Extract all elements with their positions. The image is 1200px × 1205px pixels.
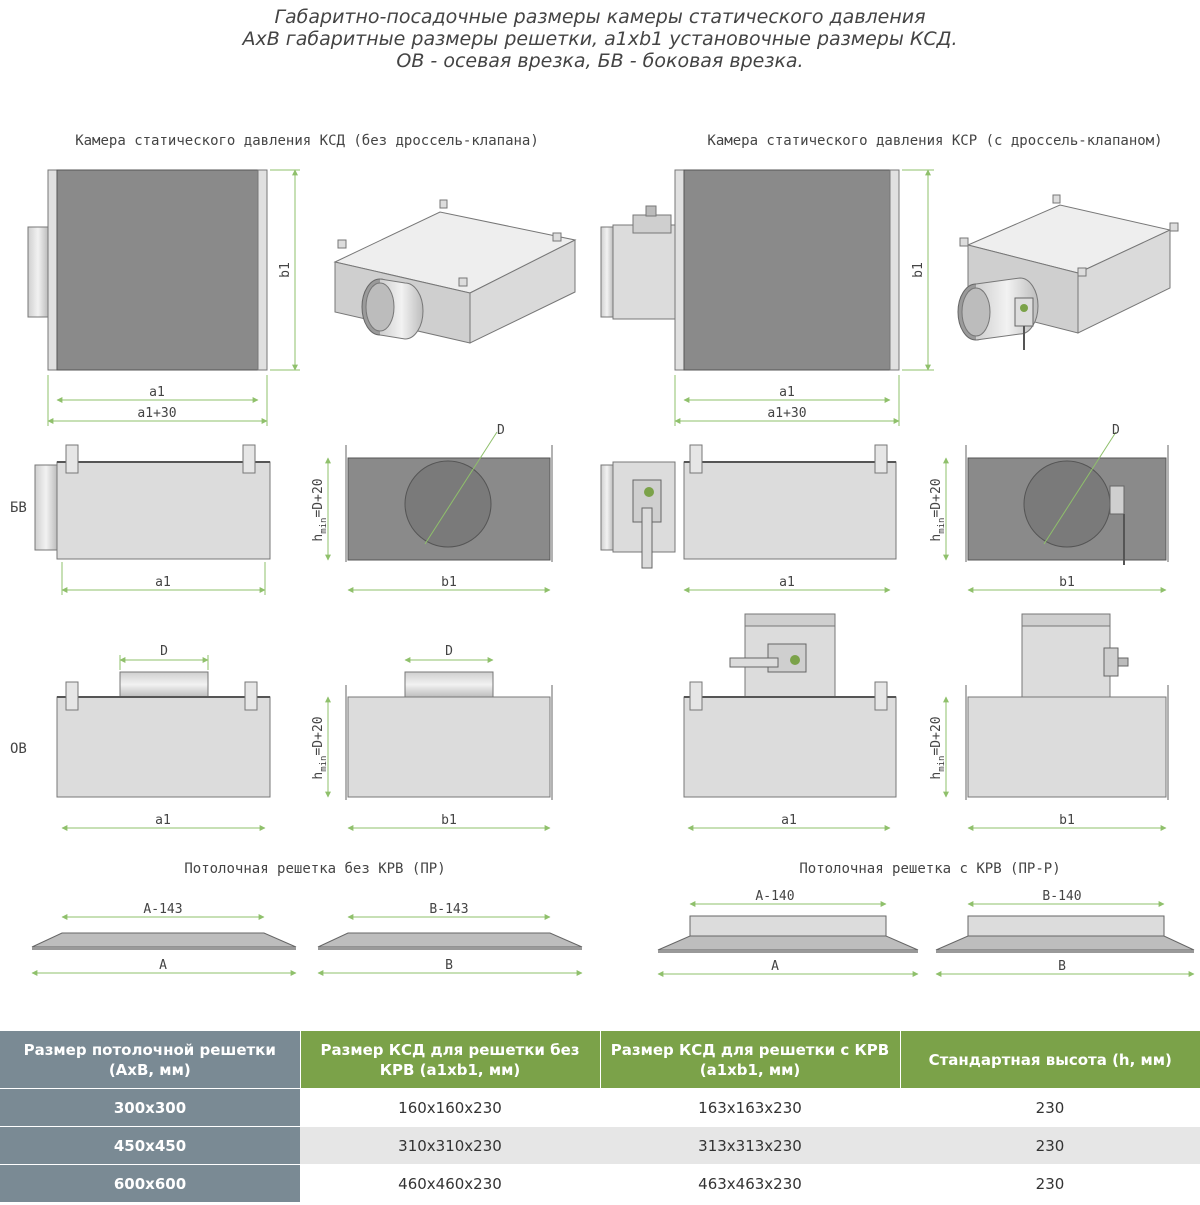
grille-krv-b (936, 889, 1194, 974)
dim-a1-bv-ksr: a1 (779, 575, 795, 590)
cell-grille-size: 450x450 (0, 1127, 300, 1165)
dim-hmin-ov-ksr-eq: =D+20 (929, 716, 944, 756)
dim-hmin-eq: =D+20 (311, 478, 326, 518)
ksd-section-title: Камера статического давления КСД (без дроссель-клапана) (75, 133, 539, 149)
header-line-3: ОВ - осевая врезка, БВ - боковая врезка. (396, 50, 804, 72)
dim-a1-ov: a1 (155, 813, 171, 828)
dim-a-minus-143: A-143 (143, 902, 183, 917)
grille-plain-title: Потолочная решетка без КРВ (ПР) (184, 861, 446, 877)
dim-hmin (311, 478, 329, 541)
dim-d-ov-front: D (445, 644, 453, 659)
dim-a-krv: A (771, 959, 779, 974)
dim-a: A (159, 958, 167, 973)
dim-hmin-h-ksr: h (929, 533, 944, 542)
table-row (0, 1089, 1200, 1127)
dim-b1-ov: b1 (441, 813, 457, 828)
ksr-ov-front-view (929, 614, 1168, 828)
ksd-ov-side-view (57, 644, 270, 828)
dim-b-krv: B (1058, 959, 1066, 974)
dim-a1-bv: a1 (155, 575, 171, 590)
dim-a1-plus-30-ksr: a1+30 (767, 406, 807, 421)
dim-a1: a1 (149, 385, 165, 400)
ksr-ov-side-view (684, 614, 896, 828)
dim-hmin-ov-h: h (311, 771, 326, 780)
ksr-bv-side-view (601, 445, 896, 590)
table-row (0, 1165, 1200, 1203)
dim-b-minus-143: B-143 (429, 902, 469, 917)
dim-b1-ksr: b1 (911, 262, 926, 278)
dim-b1-ov-ksr: b1 (1059, 813, 1075, 828)
cell-grille-size: 600x600 (0, 1165, 300, 1203)
table-header-row (0, 1031, 1200, 1089)
dim-a1-ksr: a1 (779, 385, 795, 400)
dim-a1-plus-30: a1+30 (137, 406, 177, 421)
ksd-isometric-view (335, 200, 575, 343)
header-ksd-no-krv: Размер КСД для решетки без КРВ (a1xb1, мм) (300, 1031, 600, 1089)
cell-ksd-no-krv: 460x460x230 (300, 1165, 600, 1203)
ksd-ov-front-view (311, 644, 552, 828)
dim-d-ov: D (160, 644, 168, 659)
dim-hmin-ov-ksr-sub: min (937, 755, 947, 772)
header-ksd-with-krv: Размер КСД для решетки с КРВ (a1xb1, мм) (600, 1031, 900, 1089)
header-standard-height: Стандартная высота (h, мм) (900, 1031, 1200, 1089)
header-line-2: AxB габаритные размеры решетки, a1xb1 установочные размеры КСД. (242, 28, 958, 50)
cell-height: 230 (900, 1089, 1200, 1127)
dim-hmin-ksr (929, 478, 947, 541)
cell-ksd-with-krv: 463x463x230 (600, 1165, 900, 1203)
cell-ksd-with-krv: 313x313x230 (600, 1127, 900, 1165)
dim-hmin-sub-ksr: min (937, 517, 947, 534)
ksr-front-view (601, 170, 934, 426)
grille-plain-b (318, 902, 582, 973)
cell-grille-size: 300x300 (0, 1089, 300, 1127)
dim-b1-bv-ksr: b1 (1059, 575, 1075, 590)
cell-height: 230 (900, 1127, 1200, 1165)
dim-b-minus-140: B-140 (1042, 889, 1082, 904)
dim-a-minus-140: A-140 (755, 889, 795, 904)
ksr-section-title: Камера статического давления КСР (с дроссель-клапаном) (707, 133, 1163, 149)
dim-hmin-sub: min (319, 517, 329, 534)
table-row (0, 1127, 1200, 1165)
row-label-bv: БВ (10, 500, 27, 516)
grille-krv-title: Потолочная решетка с КРВ (ПР-Р) (799, 861, 1061, 877)
grille-krv-a (658, 889, 918, 974)
cell-ksd-no-krv: 310x310x230 (300, 1127, 600, 1165)
dim-hmin-ov (311, 716, 329, 779)
cell-ksd-no-krv: 160x160x230 (300, 1089, 600, 1127)
header-line-1: Габаритно-посадочные размеры камеры статического давления (274, 6, 926, 28)
dim-hmin-ov-sub: min (319, 755, 329, 772)
ksr-isometric-view (958, 195, 1178, 350)
ksd-bv-side-view (35, 445, 270, 595)
dim-hmin-ov-eq: =D+20 (311, 716, 326, 756)
dim-hmin-h: h (311, 533, 326, 542)
dim-a1-ov-ksr: a1 (781, 813, 797, 828)
spec-table (0, 1031, 1200, 1202)
dim-hmin-eq-ksr: =D+20 (929, 478, 944, 518)
ksd-bv-front-view (311, 423, 552, 590)
dim-b1-bv: b1 (441, 575, 457, 590)
cell-height: 230 (900, 1165, 1200, 1203)
dim-b: B (445, 958, 453, 973)
ksd-front-view (28, 170, 300, 426)
cell-ksd-with-krv: 163x163x230 (600, 1089, 900, 1127)
dim-hmin-ov-ksr (929, 716, 947, 779)
dim-d-bv: D (497, 423, 505, 438)
dim-d-bv-ksr: D (1112, 423, 1120, 438)
header-grille-size: Размер потолочной решетки (AxB, мм) (0, 1031, 300, 1089)
dim-hmin-ov-ksr-h: h (929, 771, 944, 780)
ksr-bv-front-view (929, 423, 1168, 590)
row-label-ov: ОВ (10, 741, 27, 757)
grille-plain-a (32, 902, 296, 973)
dim-b1: b1 (278, 262, 293, 278)
